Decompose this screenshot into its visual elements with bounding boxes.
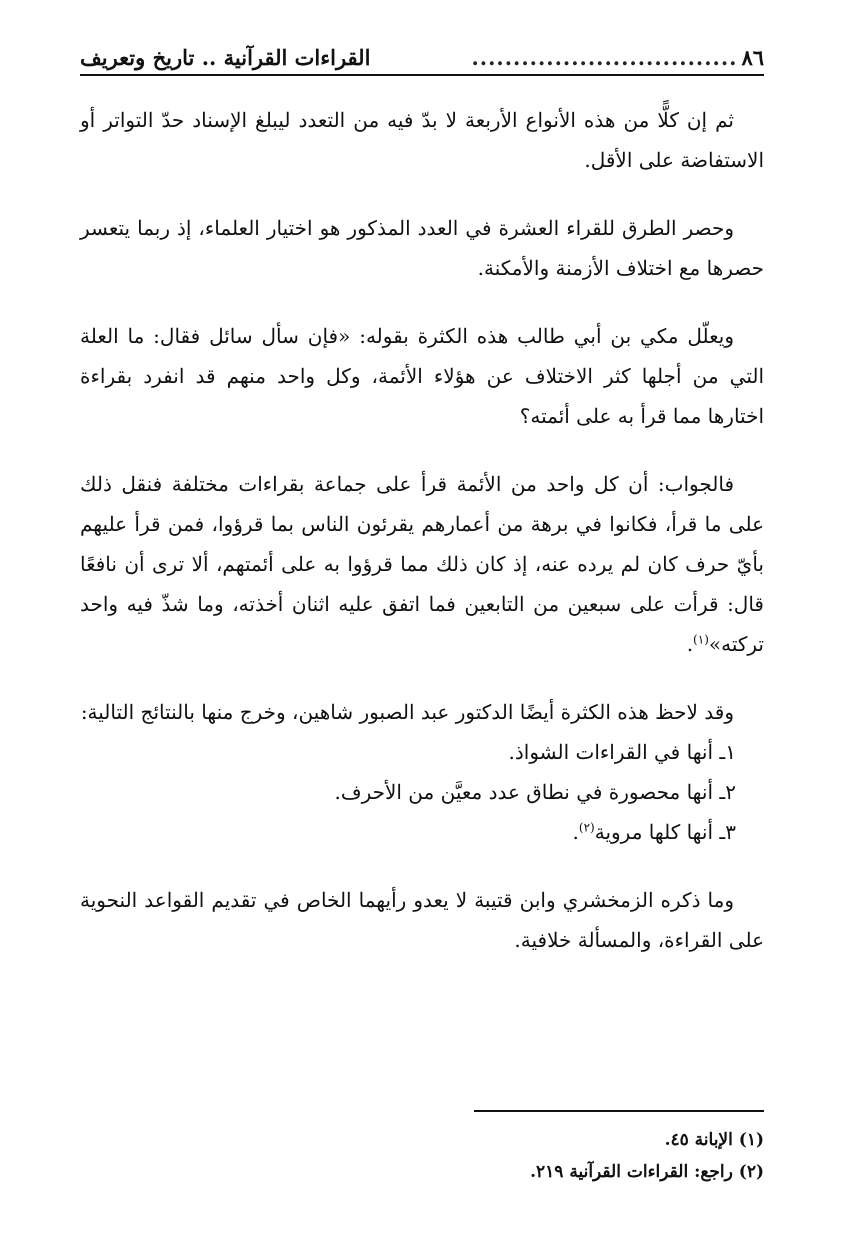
results-list (80, 732, 764, 852)
header-dot-leader: ................................ (471, 45, 738, 70)
list-item-3-text: ٣ـ أنها كلها مروية (594, 820, 736, 844)
footnote-divider (474, 1110, 764, 1112)
paragraph-4-end: . (686, 632, 694, 656)
running-header (80, 30, 764, 76)
footnotes (80, 1110, 764, 1188)
paragraph-4-text: فالجواب: أن كل واحد من الأئمة قرأ على جماعة بقراءات مختلفة فنقل ذلك على ما قرأ، فكانوا في برهة من أعمارهم يقرئون الناس بما قرؤوا، فمن قرأ عليهم بأيّ حرف كان لم يرده عنه، إذ كان ذلك مما قرؤوا به على أئمتهم، ألا ترى أن نافعًا قال: قرأت على سبعين من التابعين فما اتفق عليه اثنان أخذته، وما شذّ فيه واحد تركته» (80, 472, 764, 656)
list-item: ١ـ أنها في القراءات الشواذ. (508, 740, 736, 764)
body-text (80, 100, 764, 960)
footnote-ref-2: (٢) (578, 820, 595, 835)
paragraph-2: وحصر الطرق للقراء العشرة في العدد المذكور هو اختيار العلماء، إذ ربما يتعسر حصرها مع اختلاف الأزمنة والأمكنة. (80, 216, 764, 280)
list-item: ٢ـ أنها محصورة في نطاق عدد معيَّن من الأحرف. (334, 780, 736, 804)
footnote-ref-1: (١) (693, 632, 709, 647)
paragraph-5: وقد لاحظ هذه الكثرة أيضًا الدكتور عبد الصبور شاهين، وخرج منها بالنتائج التالية: (80, 700, 734, 724)
paragraph-3: ويعلّل مكي بن أبي طالب هذه الكثرة بقوله: «فإن سأل سائل فقال: ما العلة التي من أجلها كثر الاختلاف عن هؤلاء الأئمة، وكل واحد منهم قد انفرد بقراءة اختارها مما قرأ به على أئمته؟ (80, 324, 764, 428)
list-item-3-end: . (572, 820, 579, 844)
page-number: ٨٦ (741, 45, 764, 70)
paragraph-6: وما ذكره الزمخشري وابن قتيبة لا يعدو رأيهما الخاص في تقديم القواعد النحوية على القراءة، والمسألة خلافية. (80, 888, 764, 952)
paragraph-1: ثم إن كلًّا من هذه الأنواع الأربعة لا بدّ فيه من التعدد ليبلغ الإسناد حدّ التواتر أو الاستفاضة على الأقل. (80, 108, 764, 172)
footnote-1: (١) الإبانة ٤٥. (664, 1130, 764, 1150)
paragraph-4 (80, 464, 764, 664)
footnote-2: (٢) راجع: القراءات القرآنية ٢١٩. (530, 1162, 764, 1182)
list-item (80, 812, 764, 852)
running-title: القراءات القرآنية .. تاريخ وتعريف (80, 45, 371, 70)
book-page (80, 30, 764, 1207)
